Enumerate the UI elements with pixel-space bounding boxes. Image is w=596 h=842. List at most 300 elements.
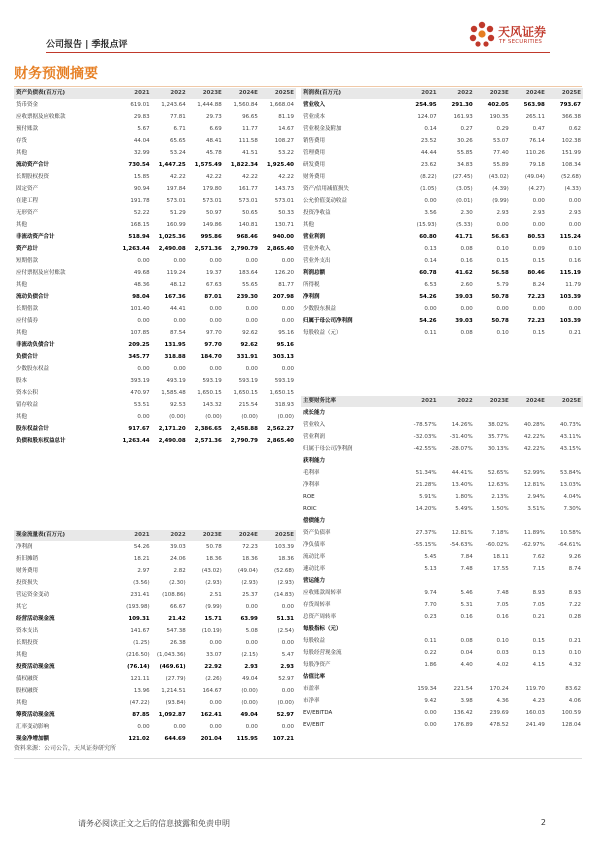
row-label: 营业利润 [303,434,326,440]
cell-value: (2.30) [169,580,186,586]
cell-value: 2,571.36 [194,438,222,444]
cell-value: 52.99% [523,470,545,476]
cell-value: 121.02 [128,736,150,742]
cell-value: 573.01 [166,198,186,204]
cell-value: 0.00 [496,222,509,228]
cell-value: 27.37% [415,530,437,536]
cell-value: 0.00 [281,318,294,324]
row-label: 其他 [16,652,28,658]
cell-value: 0.15 [532,638,545,644]
cell-value: 573.01 [274,198,294,204]
table-title: 现金流量表(百万元) [14,530,116,541]
cell-value: 10.58% [560,530,581,536]
cell-value: 32.99 [133,150,150,156]
logo-text-en: TF SECURITIES [499,39,543,45]
cell-value: 2.93 [244,664,258,670]
cell-value: (1.05) [420,186,437,192]
cell-value: 14.20% [415,506,437,512]
table-title: 利润表(百万元) [301,88,403,99]
cell-value: 1,092.87 [158,712,186,718]
table-row [14,685,296,697]
cell-value: 41.51 [242,150,258,156]
cell-value: 7.15 [532,566,545,572]
cell-value: 547.38 [166,628,186,634]
cell-value: 115.19 [559,270,581,276]
cell-value: 644.69 [164,736,186,742]
cell-value: 0.00 [281,688,294,694]
logo-text-cn: 天风证券 [498,25,547,39]
cell-value: 470.97 [130,390,150,396]
row-label: 每股收益（元） [303,330,342,336]
cell-value: 92.53 [169,402,186,408]
cell-value: 170.24 [489,686,509,692]
cell-value: 0.15 [532,258,545,264]
cell-value [547,455,583,467]
cell-value: 0.14 [424,258,437,264]
cell-value: 109.31 [128,616,150,622]
table-row [301,443,583,455]
cell-value: 593.19 [274,378,294,384]
table-row [14,649,296,661]
cell-value: 124.07 [417,114,437,120]
cell-value: 14.67 [278,126,294,132]
cell-value: 15.85 [133,174,150,180]
cell-value: 0.21 [568,638,581,644]
column-header: 2025E [547,88,583,99]
title-divider [14,86,582,87]
cell-value: 23.52 [420,138,437,144]
cell-value: 43.11% [560,434,581,440]
cell-value: 1,650.15 [269,390,294,396]
cell-value: (1.25) [133,640,150,646]
cell-value: (14.83) [273,592,294,598]
table-row [14,243,296,255]
cell-value: 50.78 [206,544,222,550]
row-label: ROIC [303,506,317,512]
cell-value: 81.19 [278,114,294,120]
cell-value [547,407,583,419]
cell-value [439,455,475,467]
row-label: 长期投资 [16,640,39,646]
cell-value: 0.47 [532,126,545,132]
cell-value [511,407,547,419]
cell-value: 0.11 [424,638,437,644]
table-row [14,721,296,733]
cell-value: 0.00 [568,306,581,312]
table-row [14,291,296,303]
table-row [301,707,583,719]
table-row [14,111,296,123]
cell-value: 1,263.44 [122,246,150,252]
cell-value: 5.91% [419,494,437,500]
column-header: 2024E [511,396,547,407]
row-label: 应收票据及应收账款 [16,114,66,120]
row-label: 净负债率 [303,542,326,548]
row-label: 营运资金变动 [16,592,50,598]
cell-value: -31.40% [449,434,473,440]
cell-value: 0.00 [245,306,258,312]
cell-value [475,515,511,527]
cell-value [403,623,439,635]
table-row [301,111,583,123]
cell-value: (27.79) [165,676,186,682]
column-header: 2021 [403,88,439,99]
cell-value: 0.00 [460,306,473,312]
cell-value: (2.93) [277,580,294,586]
row-label: 资本支出 [16,628,39,634]
cell-value: 140.81 [238,222,258,228]
cell-value: (5.33) [456,222,473,228]
table-row [301,551,583,563]
cell-value: 2,386.65 [194,426,222,432]
cell-value: 207.98 [272,294,294,300]
cell-value [511,623,547,635]
cell-value: 0.21 [532,614,545,620]
cell-value: (3.56) [133,580,150,586]
cell-value: 2,865.40 [266,246,294,252]
cell-value [475,407,511,419]
cell-value: 164.67 [202,688,222,694]
cell-value: 53.07 [493,138,509,144]
cell-value: (108.86) [162,592,186,598]
cell-value: 48.36 [133,282,150,288]
cell-value: (2.93) [241,580,258,586]
table-row [14,195,296,207]
cell-value: 72.23 [527,294,545,300]
cell-value: 30.26 [456,138,473,144]
row-label: 营业外收入 [303,246,331,252]
table-row [14,207,296,219]
cell-value: 87.85 [132,712,150,718]
row-label: 获利能力 [303,458,326,464]
column-header: 2023E [475,396,511,407]
cell-value: 0.00 [209,724,222,730]
cell-value: 121.11 [130,676,150,682]
cell-value: -32.03% [413,434,437,440]
table-row [301,671,583,683]
cell-value: 26.38 [169,640,186,646]
cell-value: 35.77% [487,434,509,440]
cell-value: 0.00 [281,604,294,610]
cell-value: 161.77 [238,186,258,192]
table-row [14,625,296,637]
row-label: 资本公积 [16,390,39,396]
table-row [301,647,583,659]
row-label: 其它 [16,604,28,610]
cell-value: 0.00 [424,710,437,716]
table-row [301,195,583,207]
cell-value: 50.97 [206,210,222,216]
row-label: 经营活动现金流 [16,616,55,622]
column-header: 2024E [511,88,547,99]
row-label: 留存收益 [16,402,39,408]
cell-value: 136.42 [453,710,473,716]
cell-value: (15.93) [416,222,437,228]
cell-value: 103.39 [559,294,581,300]
cell-value: 7.30% [563,506,581,512]
cell-value: (193.98) [126,604,150,610]
cell-value: 103.39 [559,318,581,324]
table-row [301,635,583,647]
cell-value: 2,490.08 [158,246,186,252]
cell-value [403,575,439,587]
cell-value: 478.52 [489,722,509,728]
cell-value: 0.00 [568,222,581,228]
table-row [301,719,583,731]
table-row [14,709,296,721]
cell-value: 48.12 [169,282,186,288]
cell-value: 12.63% [487,482,509,488]
cell-value [511,515,547,527]
cell-value: 54.26 [419,294,437,300]
cell-value: 619.01 [130,102,150,108]
cell-value: 2.93 [568,210,581,216]
row-label: 净利润 [303,294,320,300]
cell-value: 5.49% [455,506,473,512]
cell-value: 0.00 [424,198,437,204]
cell-value: 1,822.34 [230,162,258,168]
cell-value: 90.94 [133,186,150,192]
cell-value: 2,790.79 [230,438,258,444]
cell-value: 39.03 [455,318,473,324]
table-header-row [301,88,583,99]
cell-value: 1,650.15 [197,390,222,396]
row-label: 毛利率 [303,470,320,476]
cell-value: 5.13 [424,566,437,572]
table-row [14,697,296,709]
cell-value: 1.80% [455,494,473,500]
cell-value: 0.16 [568,258,581,264]
report-type-label: 公司报告 | 季报点评 [46,40,128,50]
column-header: 2022 [439,88,475,99]
row-label: 投资净收益 [303,210,331,216]
cell-value: 4.40 [460,662,473,668]
row-label: 汇率变动影响 [16,724,50,730]
cell-value: 141.67 [130,628,150,634]
row-label: 流动比率 [303,554,326,560]
row-label: 应收账款周转率 [303,590,342,596]
cell-value: 168.15 [130,222,150,228]
cell-value: 331.91 [236,354,258,360]
source-note: 资料来源：公司公告，天风证券研究所 [14,745,117,752]
cell-value: 79.18 [529,162,545,168]
row-label: 股权融资 [16,688,39,694]
cell-value: -54.63% [449,542,473,548]
table-row [301,575,583,587]
cell-value: 9.26 [568,554,581,560]
table-row [301,467,583,479]
table-row [14,363,296,375]
table-row [14,135,296,147]
cell-value: 34.83 [456,162,473,168]
table-row [301,659,583,671]
cell-value: 0.22 [424,650,437,656]
cell-value: 0.23 [424,614,437,620]
cell-value: 215.54 [238,402,258,408]
row-label: 公允价值变动收益 [303,198,348,204]
cell-value: 0.00 [209,258,222,264]
row-label: 所得税 [303,282,320,288]
cell-value: 1,668.04 [269,102,294,108]
cell-value: 29.73 [206,114,222,120]
row-label: 非流动负债合计 [16,342,55,348]
cell-value: 2.93 [496,210,509,216]
cell-value: 0.08 [460,638,473,644]
cell-value: 0.10 [568,246,581,252]
cell-value [475,671,511,683]
row-label: 长期股权投资 [16,174,50,180]
table-row [301,219,583,231]
table-row [14,375,296,387]
cell-value: 231.41 [130,592,150,598]
table-row [301,563,583,575]
table-row [301,527,583,539]
cell-value: 77.81 [169,114,186,120]
cell-value: 968.46 [236,234,258,240]
cell-value: 95.16 [276,342,294,348]
cell-value: 0.08 [460,246,473,252]
cell-value: 0.00 [281,258,294,264]
cell-value: 940.00 [272,234,294,240]
cell-value: 209.25 [128,342,150,348]
cell-value: 54.26 [133,544,150,550]
row-label: 资产负债率 [303,530,331,536]
cell-value: 201.04 [200,736,222,742]
cell-value: 7.05 [496,602,509,608]
cell-value: 995.86 [200,234,222,240]
cell-value: 42.22 [278,174,294,180]
row-label: 存货 [16,138,28,144]
table-title: 资产负债表(百万元) [14,88,116,99]
cell-value: 2,790.79 [230,246,258,252]
cell-value: 7.70 [424,602,437,608]
table-row [301,587,583,599]
cell-value [511,671,547,683]
table-row [301,135,583,147]
cell-value: (3.05) [456,186,473,192]
cell-value: 0.00 [137,366,150,372]
cell-value: 49.68 [133,270,150,276]
cell-value: 44.41% [451,470,473,476]
cell-value [439,515,475,527]
row-label: 营业收入 [303,102,326,108]
column-header: 2021 [116,530,152,541]
cell-value: (0.01) [456,198,473,204]
cell-value: (0.00) [169,414,186,420]
cell-value: 115.95 [236,736,258,742]
cell-value: 8.93 [568,590,581,596]
cell-value: 2,571.36 [194,246,222,252]
cell-value: 9.74 [424,590,437,596]
cell-value: (4.39) [492,186,509,192]
row-label: 财务费用 [303,174,326,180]
cell-value: 18.21 [133,556,150,562]
table-row [14,637,296,649]
column-header: 2025E [260,88,296,99]
cell-value: 0.00 [209,700,222,706]
row-label: 筹资活动现金流 [16,712,55,718]
cell-value [547,515,583,527]
row-label: 每股指标（元） [303,626,342,632]
cell-value: 87.54 [169,330,186,336]
cell-value: 6.71 [173,126,186,132]
cell-value: 0.00 [245,604,258,610]
cell-value: 131.95 [164,342,186,348]
cell-value: 108.27 [274,138,294,144]
cell-value: (10.19) [201,628,222,634]
cell-value: 8.93 [532,590,545,596]
row-label: 其他 [16,330,28,336]
cell-value: 48.41 [206,138,222,144]
cell-value: 0.16 [460,614,473,620]
cell-value: 4.23 [532,698,545,704]
row-label: 长期借款 [16,306,39,312]
cell-value: (0.00) [205,414,222,420]
cell-value: 2.93 [532,210,545,216]
cell-value: 393.19 [130,378,150,384]
cell-value: 402.05 [487,102,509,108]
cell-value: (49.04) [524,174,545,180]
row-label: 股东权益合计 [16,426,50,432]
cell-value: 0.16 [460,258,473,264]
cell-value: 241.49 [525,722,545,728]
cell-value: 87.01 [204,294,222,300]
cell-value: 0.28 [568,614,581,620]
cell-value: 0.00 [137,414,150,420]
table-row [301,695,583,707]
cell-value: 3.56 [424,210,437,216]
cell-value: 96.65 [242,114,258,120]
cell-value: 11.79 [565,282,581,288]
table-row [14,435,296,447]
cell-value: 493.19 [166,378,186,384]
cell-value: -62.97% [521,542,545,548]
table-row [14,159,296,171]
cell-value: 0.00 [281,724,294,730]
cell-value: 0.04 [460,650,473,656]
table-title: 主要财务比率 [301,396,403,407]
row-label: 其他 [16,414,28,420]
cell-value: 22.92 [204,664,222,670]
cell-value: 179.80 [202,186,222,192]
cell-value: 593.19 [202,378,222,384]
cell-value: 53.22 [278,150,294,156]
cell-value [439,623,475,635]
cell-value: (27.45) [452,174,473,180]
cell-value: 1,263.44 [122,438,150,444]
cell-value: 56.63 [491,234,509,240]
cell-value: 108.34 [561,162,581,168]
cell-value: 81.77 [278,282,294,288]
cell-value: 2.93 [280,664,294,670]
cell-value: 8.24 [532,282,545,288]
cell-value: 11.77 [242,126,258,132]
cell-value: 0.15 [532,330,545,336]
cell-value: 7.18% [491,530,509,536]
cell-value: 0.10 [496,330,509,336]
cell-value: 0.27 [460,126,473,132]
cell-value: 53.84% [560,470,581,476]
cell-value: 0.15 [496,258,509,264]
cell-value: 573.01 [202,198,222,204]
cell-value: 83.62 [565,686,581,692]
cell-value: 23.62 [420,162,437,168]
cell-value: 0.08 [460,330,473,336]
cell-value: 143.32 [202,402,222,408]
cell-value: 21.42 [168,616,186,622]
cell-value: 42.22 [242,174,258,180]
cell-value: 0.29 [496,126,509,132]
